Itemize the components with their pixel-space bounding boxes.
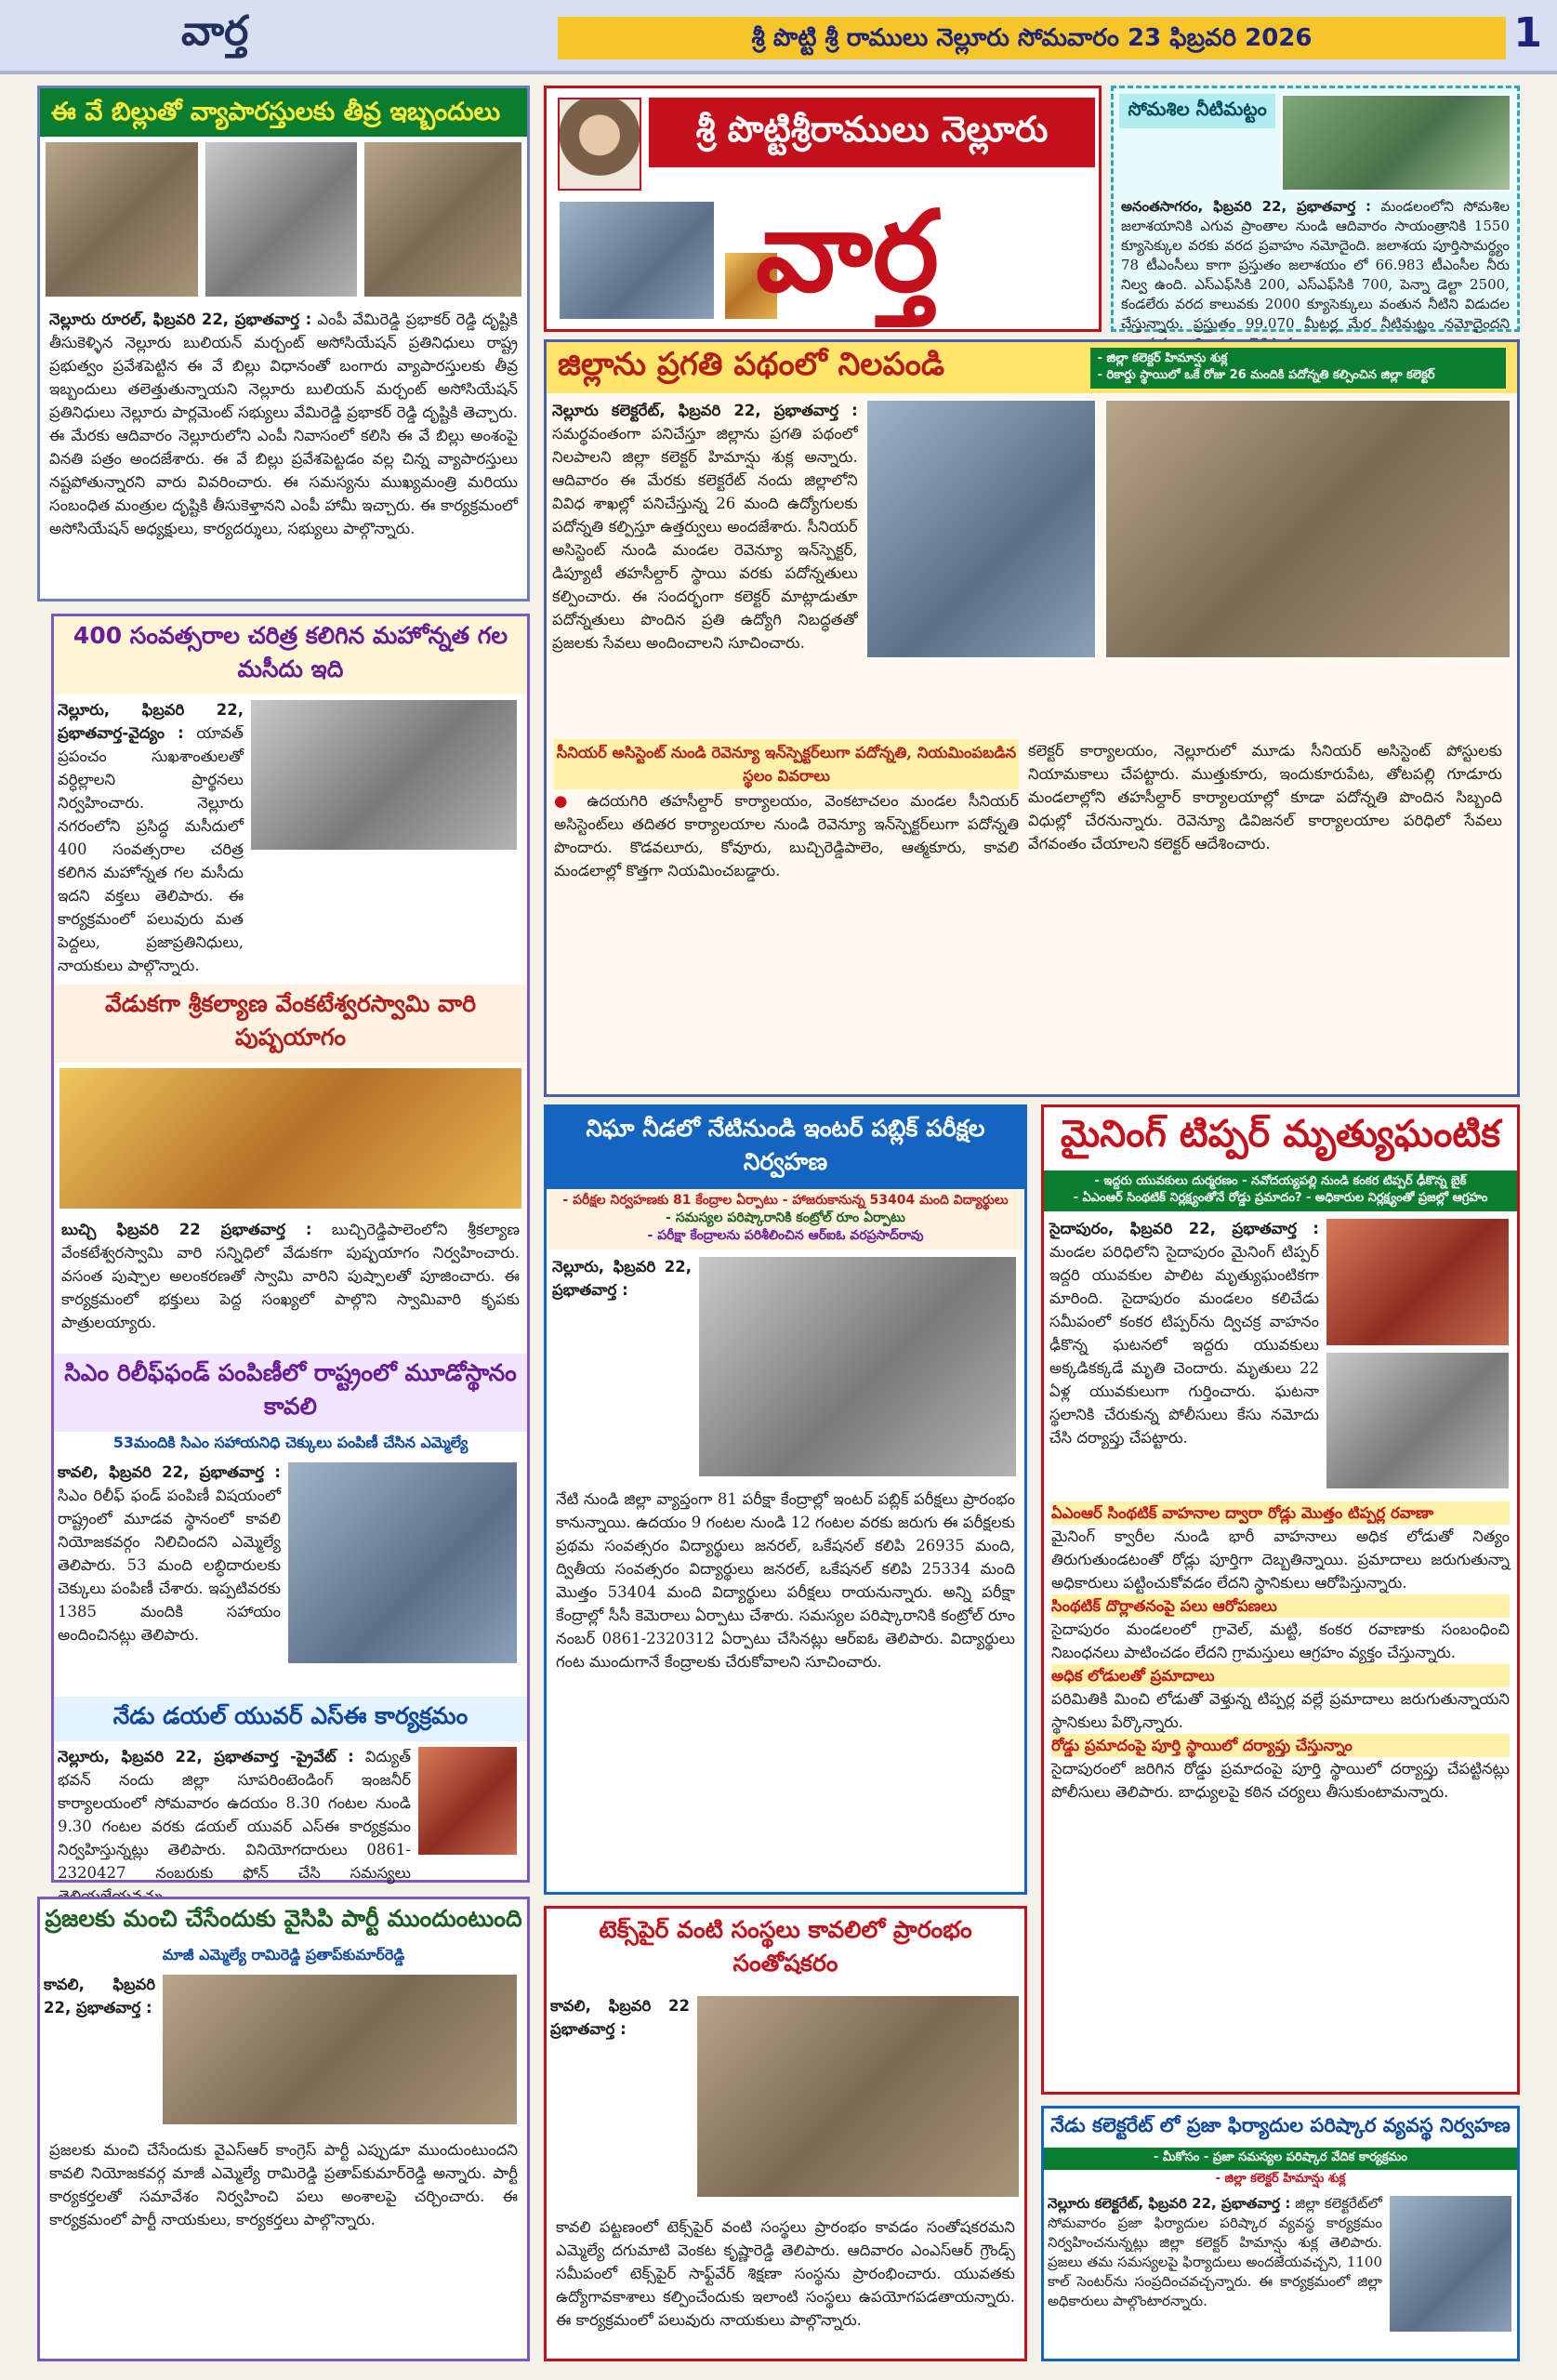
photo-party-meeting	[161, 1973, 519, 2126]
story6-body5: సైదాపురంలో జరిగిన రోడ్డు ప్రమాదంపై పూర్తి స్థాయిలో దర్యాప్తు చేపట్టినట్లు పోలీసులు తెలిపారు. బాధ్యులపై కఠిన చర్యలు తీసుకుంటామన్నారు.	[1051, 1760, 1510, 1801]
dial-se-dateline: నెల్లూరు, ఫిబ్రవరి 22, ప్రభాతవార్త -ప్రైవేట్ :	[58, 1748, 354, 1765]
article-text: ఎంపీ వేమిరెడ్డి ప్రభాకర్ రెడ్డి దృష్టికి తీసుకెళ్ళిన నెల్లూరు బులియన్ మర్చంట్ అసోసియేషన్ ప్రతినిధులు రాష్ట్ర ప్రభుత్వం ప్రవేశపెట్టిన ఈ వే బిల్లు విధానంతో బంగారు వ్యాపారస్తులకు తీవ్ర ఇబ్బందులు తలెత్తుతున్నాయని నెల్లూరు బులియన్ మర్చంట్ అసోసియేషన్ ప్రతినిధులు నెల్లూరు పార్లమెంట్ సభ్యులు వేమిరెడ్డి ప్రభాకర్ రెడ్డి దృష్టికి తెచ్చారు. ఈ మేరకు ఆదివారం నెల్లూరులోని ఎంపీ నివాసంలో కలిసి ఈ వే బిల్లు అంశంపై వినతి పత్రం అందజేశారు. ఈ వే బిల్లు ప్రవేశపెట్టడం వల్ల చిన్న వ్యాపారస్తులు నష్టపోతున్నారని వారు వివరించారు. ఈ సమస్యను ముఖ్యమంత్రి మరియు సంబంధిత మంత్రుల దృష్టికి తీసుకెళ్తానని ఎంపీ హామీ ఇచ్చారు. ఈ కార్యక్రమంలో అసోసియేషన్ అధ్యక్షులు, కార్యదర్శులు, సభ్యులు పాల్గొన్నారు.	[49, 311, 518, 537]
story7-body: కావలి పట్టణంలో టెక్స్‌పైర్ వంటి సంస్థలు ప్రారంభం కావడం సంతోషకరమని ఎమ్మెల్యే దగుమాటి వెంకట కృష్ణారెడ్డి తెలిపారు. ఆదివారం ఎంఎస్ఆర్ గ్రౌండ్స్ సమీపంలో టెక్స్‌పైర్ సాఫ్ట్‌వేర్ శిక్షణా సంస్థను ప్రారంభించారు. యువతకు ఉద్యోగావకాశాలు కల్పించేందుకు ఇలాంటి సంస్థలు ఉపయోగపడతాయన్నారు. ఈ కార్యక్రమంలో పలువురు నాయకులు పాల్గొన్నారు.	[556, 2218, 1015, 2329]
masthead-logo: వార్త	[756, 186, 939, 317]
cm-relief-dateline: కావలి, ఫిబ్రవరి 22, ప్రభాతవార్త :	[58, 1463, 281, 1481]
ysrcp-kicker: మాజీ ఎమ్మెల్యే రామిరెడ్డి ప్రతాప్‌కుమార్‌రెడ్డి	[162, 1946, 405, 1964]
photo-collector-handing-orders	[865, 399, 1097, 659]
photo-inauguration	[695, 1994, 1021, 2199]
story5-dateline: నెల్లూరు, ఫిబ్రవరి 22, ప్రభాతవార్త :	[552, 1258, 692, 1299]
story4-highlight: సీనియర్ అసిస్టెంట్ నుండి రెవెన్యూ ఇన్‌స్పెక్టర్‌లుగా పదోన్నతి, నియమింపబడిన స్థలం వివరాలు	[554, 739, 1019, 789]
story6-lead	[1049, 1217, 1319, 1496]
mosque-body: యావత్ ప్రపంచం సుఖశాంతులతో వర్ధిల్లాలని ప్రార్థనలు నిర్వహించారు. నెల్లూరు నగరంలోని ప్రసిద్ధ మసీదులో 400 సంవత్సరాల చరిత్ర కలిగిన మహోన్నత గల మసీదు ఇదని వక్తలు తెలిపారు. ఈ కార్యక్రమంలో పలువురు మత పెద్దలు, ప్రజాప్రతినిధులు, నాయకులు పాల్గొన్నారు.	[58, 724, 244, 974]
photo-mosque-prayer	[249, 698, 519, 852]
story4-col2	[554, 739, 1019, 882]
story6-body2: మైనింగ్ క్వారీల నుండి భారీ వాహనాలు అధిక లోడుతో నిత్యం తిరుగుతుండటంతో రోడ్లు పూర్తిగా దెబ్బతిన్నాయి. ప్రమాదాలు జరుగుతున్నా అధికారులు పట్టించుకోవడం లేదని స్థానికులు ఆరోపిస్తున్నారు.	[1051, 1527, 1510, 1592]
dam-text: మండలంలోని సోమశిల జలాశయానికి ఎగువ ప్రాంతాల నుండి ఆదివారం సాయంత్రానికి 1550 క్యూసెక్కుల వరకు వరద ప్రవాహం నమోదైంది. జలాశయ పూర్తిసామర్థ్యం 78 టీఎంసీలు కాగా ప్రస్తుతం జలాశయం లో 66.983 టీఎంసీల నీరు నిల్వ ఉంది. ఎస్‌ఎఫ్‌సికి 200, ఎస్‌ఎఫ్‌సికి 700, పెన్నా డెల్టా 2500, కండలేరు వరద కాలువకు 2000 క్యూసెక్కులు వంతున నీటిని విడుదల చేస్తున్నారు. ప్రస్తుతం 99.070 మీటర్ల మేర నీటిమట్టం నమోదైందని	[1121, 198, 1510, 332]
masthead-small: వార్త	[181, 7, 249, 55]
mosque-dateline: నెల్లూరు, ఫిబ్రవరి 22, ప్రభాతవార్త-వైద్యం :	[58, 701, 244, 742]
story-mining-tipper	[1041, 1104, 1520, 2095]
story8-text	[1048, 2194, 1382, 2334]
cm-relief-body: సిఎం రిలీఫ్ ఫండ్ పంపిణీ విషయంలో రాష్ట్రంలో మూడవ స్థానంలో కావలి నియోజకవర్గం నిలిచిందని ఎమ్మెల్యే తెలిపారు. 53 మంది లబ్ధిదారులకు చెక్కులు పంపిణీ చేశారు. ఇప్పటివరకు 1385 మందికి సహాయం అందించినట్లు తెలిపారు.	[58, 1487, 281, 1644]
story6-rest	[1044, 1501, 1517, 1804]
story5-dateline-col	[552, 1255, 692, 1478]
kickers	[1044, 1170, 1517, 1211]
kicker-deaths: - ఇద్దరు యువకులు దుర్మరణం - నవోదయ్యపల్లి నుండి కంకర టిప్పర్ ఢీకొన్న బైక్	[1094, 1174, 1467, 1188]
photo-meeting-2	[204, 140, 360, 298]
article-body	[40, 302, 527, 546]
edition-dateline: శ్రీ పొట్టి శ్రీ రాములు నెల్లూరు సోమవారం 23 ఫిబ్రవరి 2026	[558, 17, 1506, 60]
story6-dateline: సైదాపురం, ఫిబ్రవరి 22, ప్రభాతవార్త :	[1049, 1220, 1319, 1237]
headline-pushpayagam: వేడుకగా శ్రీకల్యాణ వేంకటేశ్వరస్వామి వారి పుష్పయాగం	[54, 985, 527, 1063]
story6-top	[1044, 1211, 1517, 1501]
story8-block	[1044, 2190, 1517, 2337]
ysrcp-body: ప్రజలకు మంచి చేసేందుకు వైఎస్ఆర్ కాంగ్రెస్ పార్టీ ఎప్పుడూ ముందుంటుందని కావలి నియోజకవర్గ మాజీ ఎమ్మెల్యే రామిరెడ్డి ప్రతాప్‌కుమార్‌రెడ్డి అన్నారు. పార్టీ కార్యకర్తలతో సమావేశం నిర్వహించి పలు అంశాలపై చర్చించారు. ఈ కార్యక్రమంలో పార్టీ నాయకులు, కార్యకర్తలు పాల్గొన్నారు.	[49, 2141, 518, 2228]
story8-dateline: నెల్లూరు కలెక్టరేట్, ఫిబ్రవరి 22, ప్రభాతవార్త :	[1048, 2195, 1291, 2212]
masthead-tagline: శ్రీ పొట్టిశ్రీరాములు నెల్లూరు	[649, 98, 1095, 167]
cm-relief-block	[54, 1457, 527, 1697]
story6-subhead2: ఏఎంఆర్ సింథటిక్ వాహనాల ద్వారా రోడ్లు మొత్తం టిప్పర్ల రవాణా	[1051, 1501, 1510, 1525]
kicker-rio-inspection: - పరీక్షా కేంద్రాలను పరిశీలించిన ఆర్‌ఐఓ వరప్రసాద్‌రావు	[647, 1228, 924, 1243]
headline-cm-relief-fund: సిఎం రిలీఫ్‌ఫండ్ పంపిణీలో రాష్ట్రంలో మూడోస్థానం కావలి	[54, 1354, 527, 1432]
story4-body2: ఉదయగిరి తహసీల్దార్ కార్యాలయం, వెంకటాచలం మండల సీనియర్ అసిస్టెంట్‌లు తదితర కార్యాలయాల నుండి రెవెన్యూ ఇన్‌స్పెక్టర్‌లుగా పదోన్నతి పొందారు. కొడవలూరు, కోవూరు, బుచ్చిరెడ్డిపాలెం, ఆత్మకూరు, కావలి మండలాల్లో కొత్తగా నియమించబడ్డారు.	[554, 792, 1019, 879]
story-ysrcp	[37, 1897, 530, 2361]
story6-subhead4: అధిక లోడులతో ప్రమాదాలు	[1051, 1664, 1510, 1687]
top-banner	[0, 0, 1557, 74]
story6-body1: మండల పరిధిలోని సైదాపురం మైనింగ్ టిప్పర్ ఇద్దరి యువకుల పాలిట మృత్యుఘంటికగా మారింది. సైదాపురం మండలం కలిచేడు సమీపంలో కంకర టిప్పర్‌ను ద్విచక్ర వాహనం ఢీకొన్న ఘటనలో ఇద్దరు యువకులు అక్కడికక్కడే మృతి చెందారు. మృతులు 22 ఏళ్ల యువకులుగా గుర్తించారు. ఘటనా స్థలానికి చేరుకున్న పోలీసులు కేసు నమోదు చేసి దర్యాప్తు చేపట్టారు.	[1049, 1243, 1319, 1447]
headline-kickers	[1090, 348, 1506, 389]
story6-body4: పరిమితికి మించి లోడుతో వెళ్తున్న టిప్పర్ల వల్లే ప్రమాదాలు జరుగుతున్నాయని స్థానికులు పేర్కొన్నారు.	[1051, 1690, 1510, 1731]
story4-bottom	[547, 739, 1517, 882]
headline: నేడు కలెక్టరేట్ లో ప్రజా ఫిర్యాదుల పరిష్కార వ్యవస్థ నిర్వహణ	[1050, 2114, 1511, 2136]
story7-dateline: కావలి, ఫిబ్రవరి 22 ప్రభాతవార్త :	[550, 1997, 690, 2038]
headline: నిఘా నీడలో నేటినుండి ఇంటర్ పబ్లిక్ పరీక్షల నిర్వహణ	[547, 1107, 1024, 1189]
headline-bar	[547, 342, 1517, 393]
photo-dam	[1281, 94, 1511, 192]
kicker-negligence: - ఏఎంఆర్ సింథటిక్ నిర్లక్ష్యంతోనే రోడ్డు ప్రమాదం? - అధికారుల నిర్లక్ష్యంతో ప్రజల్లో ఆగ్రహం	[1073, 1191, 1488, 1205]
masthead-block	[544, 86, 1102, 332]
story-collector-promotions	[544, 339, 1520, 1097]
kicker-collector: - జిల్లా కలెక్టర్ హిమాన్షు శుక్ల	[1097, 350, 1228, 365]
photo-accident-scene	[1325, 1217, 1511, 1347]
ysrcp-block	[40, 1969, 527, 2135]
headline-ysrcp: ప్రజలకు మంచి చేసేందుకు వైసిపి పార్టీ ముందుంటుంది	[40, 1899, 527, 1944]
photo-collector-portrait	[1388, 2194, 1513, 2334]
photo-meeting-1	[44, 140, 200, 298]
pushpayagam-text	[54, 1214, 527, 1354]
dam-dateline: అనంతసాగరం, ఫిబ్రవరి 22, ప్రభాతవార్త :	[1121, 198, 1372, 215]
headline-mosque: 400 సంవత్సరాల చరిత్ర కలిగిన మహోన్నత గల మసీదు ఇది	[54, 616, 527, 694]
story4-body1: సమర్థవంతంగా పనిచేస్తూ జిల్లాను ప్రగతి పథంలో నిలపాలని జిల్లా కలెక్టర్ హిమాన్షు శుక్ల అన్నారు. ఆదివారం ఈ మేరకు కలెక్టరేట్ నందు జిల్లాలోని వివిధ శాఖల్లో పనిచేస్తున్న 26 మంది ఉద్యోగులకు పదోన్నతి కల్పిస్తూ ఉత్తర్వులు అందజేశారు. సీనియర్ అసిస్టెంట్ నుండి మండల రెవెన్యూ ఇన్‌స్పెక్టర్, డిప్యూటీ తహసీల్దార్ స్థాయి వరకు పదోన్నతులు కల్పించారు. ఈ సందర్భంగా కలెక్టర్ మాట్లాడుతూ పదోన్నతులు పొందిన ప్రతి ఉద్యోగి నిబద్ధతతో ప్రజలకు సేవలు అందించాలని సూచించారు.	[552, 425, 858, 652]
dam-title-col	[1119, 94, 1275, 192]
headline: ఈ వే బిల్లుతో వ్యాపారస్తులకు తీవ్ర ఇబ్బందులు	[40, 88, 527, 137]
story-e-way-bill	[37, 86, 530, 602]
kicker-centers: - పరీక్షల నిర్వహణకు 81 కేంద్రాల ఏర్పాటు - హాజరుకానున్న 53404 మంది విద్యార్థులు	[562, 1193, 1009, 1208]
photo-officer-portrait	[416, 1745, 519, 1857]
photo-bridge	[558, 200, 716, 321]
story6-subhead5: రోడ్డు ప్రమాదంపై పూర్తి స్థాయిలో దర్యాప్తు చేస్తున్నాం	[1051, 1734, 1510, 1757]
story-texspire	[544, 1906, 1027, 2361]
photo-meeting-3	[363, 140, 523, 298]
story7-top	[547, 1990, 1024, 2212]
headline: టెక్స్‌పైర్ వంటి సంస్థలు కావలిలో ప్రారంభం సంతోషకరం	[599, 1916, 972, 1977]
story6-body3: సైదాపురం మండలంలో గ్రావెల్, మట్టి, కంకర రవాణాకు సంబంధించి నిబంధనలు పాటించడం లేదని గ్రామస్తులు ఆగ్రహం వ్యక్తం చేస్తున్నారు.	[1051, 1620, 1510, 1661]
story4-col3	[1028, 739, 1502, 882]
founder-portrait	[558, 98, 641, 191]
mosque-block	[54, 694, 527, 981]
ysrcp-side-text	[44, 1973, 155, 2131]
kickers	[547, 1189, 1024, 1250]
story6-subhead3: సింథటిక్ దొర్లాతనంపై పలు ఆరోపణలు	[1051, 1594, 1510, 1618]
kicker-control-room: - సమస్యల పరిష్కారానికి కంట్రోల్ రూం ఏర్పాటు	[666, 1210, 905, 1225]
cm-relief-kicker: 53మందికి సిఎం సహాయనిధి చెక్కులు పంపిణీ చేసిన ఎమ్మెల్యే	[112, 1434, 468, 1451]
kicker-promotions: - రికార్డు స్థాయిలో ఒకే రోజు 26 మందికి పదోన్నతి కల్పించిన జిల్లా కలెక్టర్	[1097, 367, 1435, 382]
photo-exam-hall	[697, 1255, 1018, 1478]
dam-top	[1114, 88, 1517, 197]
story6-photos	[1325, 1217, 1511, 1496]
page-number: 1	[1513, 9, 1542, 57]
dam-title: సోమశిల నీటిమట్టం	[1119, 94, 1275, 128]
kicker-meekosam: - మీకోసం - ప్రజా సమస్యల పరిష్కార వేదిక కార్యక్రమం	[1044, 2148, 1517, 2170]
story4-lead	[552, 399, 858, 734]
dial-se-text	[58, 1745, 411, 1908]
pushpayagam-body: బుచ్చిరెడ్డిపాలెంలోని శ్రీకల్యాణ వేంకటేశ్వరస్వామి వారి సన్నిధిలో వేడుకగా పుష్పయాగం నిర్వహించారు. వసంత పుష్పాల అలంకరణతో స్వామి వారిని పుష్పాలతో పూజించారు. ఈ కార్యక్రమంలో భక్తులు పెద్ద సంఖ్యలో పాల్గొని స్వామివారి కృపకు పాత్రులయ్యారు.	[61, 1221, 520, 1331]
story4-top	[547, 393, 1517, 739]
dial-se-block	[54, 1741, 527, 1911]
column-left-stack	[51, 614, 530, 1883]
article-dateline: నెల్లూరు రూరల్, ఫిబ్రవరి 22, ప్రభాతవార్త :	[49, 311, 312, 328]
photo-cheque-distribution	[286, 1461, 519, 1665]
pushpayagam-dateline: బుచ్చి ఫిబ్రవరి 22 ప్రభాతవార్త :	[61, 1221, 312, 1238]
ysrcp-dateline: కావలి, ఫిబ్రవరి 22, ప్రభాతవార్త :	[44, 1976, 155, 2016]
headline: జిల్లాను ప్రగతి పథంలో నిలపండి	[558, 345, 945, 383]
story-grievance-redressal	[1041, 2106, 1520, 2361]
dam-body	[1114, 197, 1517, 353]
story-somasila-dam	[1111, 86, 1520, 332]
story4-dateline: నెల్లూరు కలెక్టరేట్, ఫిబ్రవరి 22, ప్రభాతవార్త :	[552, 402, 858, 419]
story4-body3: కలెక్టర్ కార్యాలయం, నెల్లూరులో మూడు సీనియర్ అసిస్టెంట్ పోస్టులకు నియామకాలు చేపట్టారు. ముత్తుకూరు, ఇందుకూరుపేట, తోటపల్లి గూడూరు మండలాల్లోని తహసీల్దార్ కార్యాలయాల్లో కూడా పదోన్నతి పొందిన సిబ్బంది విధుల్లో చేరనున్నారు. రెవెన్యూ డివిజనల్ కార్యాలయాల పరిధిలో సేవలు వేగవంతం చేయాలని కలెక్టర్ ఆదేశించారు.	[1028, 742, 1502, 853]
story7-lead	[550, 1994, 690, 2208]
photo-promoted-staff-group	[1104, 399, 1511, 659]
photo-victim	[1325, 1351, 1511, 1490]
photo-row	[40, 137, 527, 302]
cm-relief-text	[58, 1461, 281, 1693]
bullet-icon: ●	[554, 792, 587, 810]
kicker-collector: - జిల్లా కలెక్టర్ హిమాన్షు శుక్ల	[1215, 2172, 1346, 2186]
story5-body: నేటి నుండి జిల్లా వ్యాప్తంగా 81 పరీక్షా కేంద్రాల్లో ఇంటర్ పబ్లిక్ పరీక్షలు ప్రారంభం కానున్నాయి. ఉదయం 9 గంటల నుండి 12 గంటల వరకు జరుగు ఈ పరీక్షలకు ప్రథమ సంవత్సరం విద్యార్థులు జనరల్, ఒకేషనల్ కలిపి 26935 మంది, ద్వితీయ సంవత్సరం విద్యార్థులు జనరల్, ఒకేషనల్ కలిపి 25334 మంది మొత్తం 53404 మంది విద్యార్థులు పరీక్షలు రాయనున్నారు. అన్ని పరీక్షా కేంద్రాల్లో సీసీ కెమెరాలు ఏర్పాటు చేశారు. సమస్యల పరిష్కారానికి కంట్రోల్ రూం నంబర్ 0861-2320312 ఏర్పాటు చేసినట్లు ఆర్‌ఐఓ తెలిపారు. విద్యార్థులు గంట ముందుగానే కేంద్రాలకు చేరుకోవాలని సూచించారు.	[556, 1490, 1015, 1671]
story5-top	[547, 1250, 1024, 1484]
headline: మైనింగ్ టిప్పర్ మృత్యుఘంటిక	[1044, 1107, 1517, 1170]
headline-dial-your-se: నేడు డయల్ యువర్ ఎస్ఈ కార్యక్రమం	[54, 1697, 527, 1741]
photo-temple-ritual	[58, 1066, 523, 1210]
story8-body: జిల్లా కలెక్టరేట్‌లో సోమవారం ప్రజా ఫిర్యాదుల పరిష్కార వ్యవస్థ కార్యక్రమం నిర్వహించనున్నట్లు జిల్లా కలెక్టర్ హిమాన్షు శుక్ల తెలిపారు. ప్రజలు తమ సమస్యలపై ఫిర్యాదులు అందజేయవచ్చని, 1100 కాల్ సెంటర్‌ను సంప్రదించవచ్చన్నారు. ఈ కార్యక్రమంలో జిల్లా అధికారులు పాల్గొంటారన్నారు.	[1048, 2195, 1382, 2309]
story-inter-exams	[544, 1104, 1027, 1895]
dial-se-body: విద్యుత్ భవన్ నందు జిల్లా సూపరింటెండింగ్ ఇంజనీర్ కార్యాలయంలో సోమవారం ఉదయం 8.30 గంటల నుండి 9.30 గంటల వరకు డయల్ యువర్ ఎస్ఈ కార్యక్రమం నిర్వహిస్తున్నట్లు తెలిపారు. వినియోగదారులు 0861-2320427 నంబరుకు ఫోన్ చేసి సమస్యలు	[58, 1748, 411, 1882]
mosque-text	[58, 698, 244, 977]
